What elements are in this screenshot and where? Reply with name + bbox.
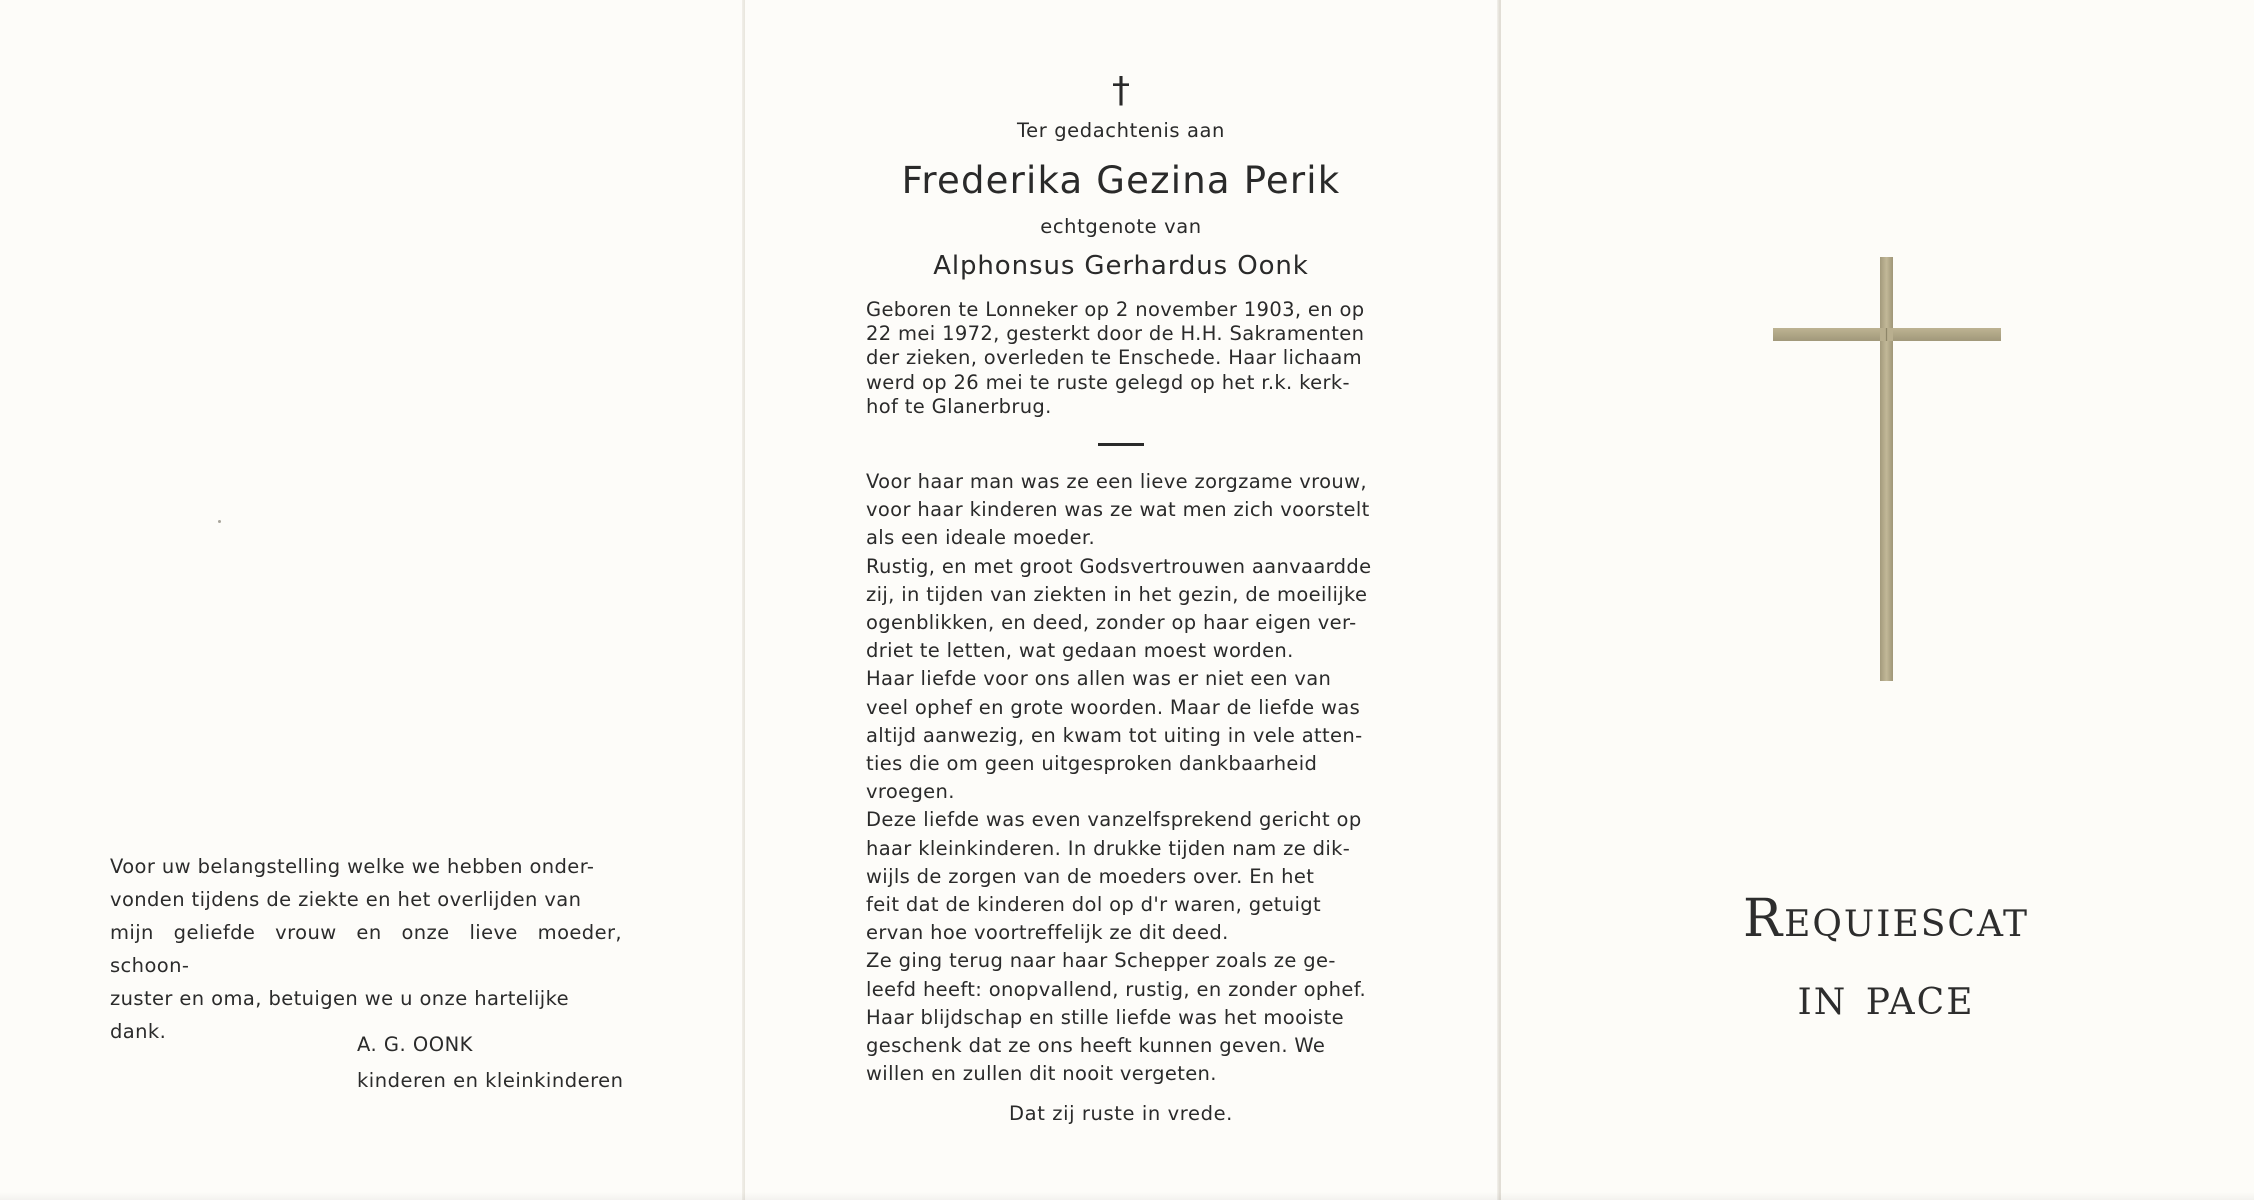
eulogy-line: wijls de zorgen van de moeders over. En het [866, 864, 1315, 888]
eulogy-line: Deze liefde was even vanzelfsprekend gericht op [866, 808, 1362, 832]
eulogy-line: haar kleinkinderen. In drukke tijden nam ze dik- [866, 836, 1351, 860]
deceased-name: Frederika Gezina Perik [901, 159, 1341, 202]
middle-panel [745, 0, 1501, 1200]
bio-line: werd op 26 mei te ruste gelegd op het r.k. kerk- [866, 370, 1350, 394]
thanks-text [110, 850, 622, 1048]
bio-line: Geboren te Lonneker op 2 november 1903, en op [866, 298, 1365, 321]
eulogy-line: Ze ging terug naar haar Schepper zoals ze ge- [866, 949, 1336, 973]
thanks-line: Voor uw belangstelling welke we hebben onder- [110, 855, 595, 878]
eulogy-line: ties die om geen uitgesproken dankbaarheid [866, 752, 1318, 776]
eulogy-line: ervan hoe voortreffelijk ze dit deed. [866, 921, 1229, 945]
eulogy-line: Haar blijdschap en stille liefde was het mooiste [866, 1005, 1344, 1029]
signature [357, 1027, 624, 1099]
spouse-label: echtgenote van [1040, 215, 1202, 238]
eulogy-line: willen en zullen dit nooit vergeten. [866, 1062, 1217, 1086]
paper-speck [218, 520, 221, 523]
thanks-line: mijn geliefde vrouw en onze lieve moeder, schoon- [110, 921, 622, 977]
eulogy-line: veel ophef en grote woorden. Maar de liefde was [866, 695, 1361, 719]
eulogy-line: als een ideale moeder. [866, 526, 1096, 550]
thanks-line: vonden tijdens de ziekte en het overlijden van [110, 888, 582, 911]
intro-line: Ter gedachtenis aan [1016, 119, 1226, 142]
eulogy [866, 468, 1376, 1088]
eulogy-line: feit dat de kinderen dol op d'r waren, getuigt [866, 893, 1322, 917]
latin-line-2: in pace [1797, 967, 1975, 1027]
memorial-text [866, 68, 1376, 1128]
eulogy-line: Haar liefde voor ons allen was er niet een van [866, 667, 1332, 691]
eulogy-line: geschenk dat ze ons heeft kunnen geven. We [866, 1034, 1326, 1058]
eulogy-line: vroegen. [866, 780, 955, 804]
divider [1098, 443, 1144, 446]
closing-line: Dat zij ruste in vrede. [1009, 1102, 1233, 1126]
eulogy-line: voor haar kinderen was ze wat men zich voorstelt [866, 498, 1370, 522]
right-panel [1501, 0, 2254, 1200]
spouse-name: Alphonsus Gerhardus Oonk [933, 251, 1309, 281]
bio-line: der zieken, overleden te Enschede. Haar lichaam [866, 346, 1362, 370]
eulogy-line: driet te letten, wat gedaan moest worden. [866, 639, 1294, 663]
latin-inscription [1676, 880, 2096, 1036]
left-panel [0, 0, 745, 1200]
eulogy-line: altijd aanwezig, en kwam tot uiting in vele atten- [866, 723, 1363, 747]
signature-name: A. G. OONK [357, 1033, 473, 1056]
biography [866, 298, 1376, 419]
eulogy-line: zij, in tijden van ziekten in het gezin, de moeilijke [866, 582, 1368, 606]
eulogy-line: Voor haar man was ze een lieve zorgzame vrouw, [866, 470, 1367, 494]
page-edge-shadow [0, 1192, 2254, 1200]
eulogy-line: ogenblikken, en deed, zonder op haar eigen ver- [866, 611, 1357, 635]
cross-icon [1773, 257, 2001, 681]
bio-line: hof te Glanerbrug. [866, 394, 1052, 418]
eulogy-line: leefd heeft: onopvallend, rustig, en zonder ophef. [866, 977, 1367, 1001]
signature-family: kinderen en kleinkinderen [357, 1069, 624, 1092]
eulogy-line: Rustig, en met groot Godsvertrouwen aanvaardde [866, 554, 1372, 578]
dagger-icon: † [1112, 70, 1130, 111]
bio-line: 22 mei 1972, gesterkt door de H.H. Sakramenten [866, 322, 1365, 346]
latin-line-1: Requiescat [1742, 889, 2030, 949]
thanks-line: zuster en oma, betuigen we u onze hartelijke dank. [110, 987, 570, 1043]
